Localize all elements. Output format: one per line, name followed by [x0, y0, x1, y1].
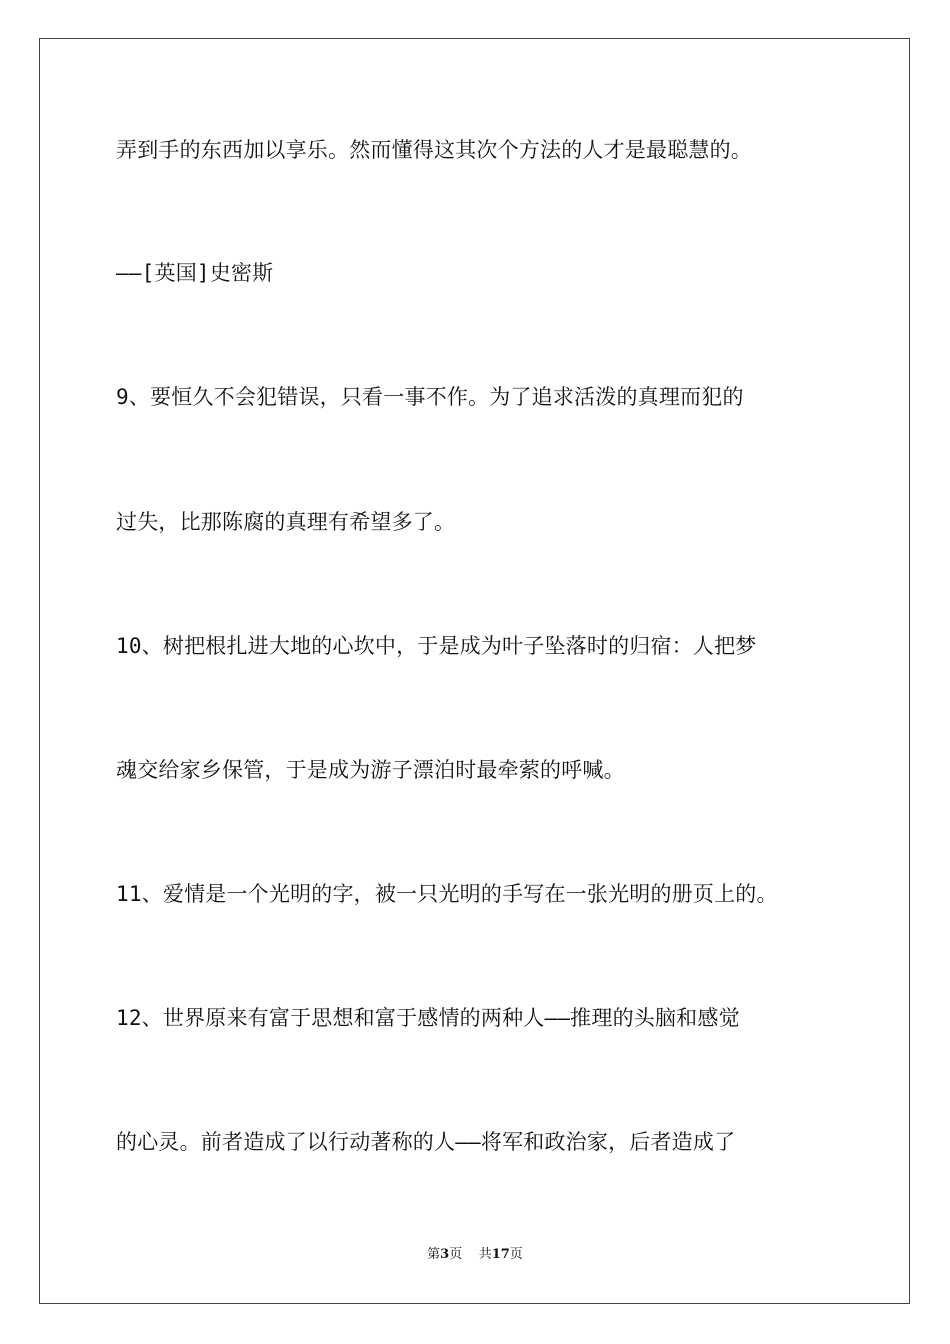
- footer-page-number: 3: [440, 1247, 450, 1262]
- text-line-8: 12、世界原来有富于思想和富于感情的两种人——推理的头脑和感觉: [116, 1006, 740, 1030]
- footer-total-suffix: 页: [509, 1247, 523, 1262]
- footer-page-prefix: 第: [427, 1247, 441, 1262]
- text-line-3: 9、要恒久不会犯错误，只看一事不作。为了追求活泼的真理而犯的: [116, 385, 744, 409]
- footer-page-suffix: 页: [449, 1247, 463, 1262]
- text-line-9: 的心灵。前者造成了以行动著称的人——将军和政治家，后者造成了: [116, 1130, 736, 1154]
- text-line-5: 10、树把根扎进大地的心坎中，于是成为叶子坠落时的归宿：人把梦: [116, 634, 757, 658]
- text-line-2: ——[英国]史密斯: [116, 261, 274, 285]
- text-line-4: 过失，比那陈腐的真理有希望多了。: [116, 510, 456, 534]
- text-line-7: 11、爱情是一个光明的字，被一只光明的手写在一张光明的册页上的。: [116, 882, 778, 906]
- footer-total-pages: 17: [491, 1247, 510, 1262]
- page-border: [39, 38, 910, 1304]
- text-line-6: 魂交给家乡保管，于是成为游子漂泊时最牵萦的呼喊。: [116, 758, 625, 782]
- page-footer: [0, 1246, 950, 1264]
- text-line-1: 弄到手的东西加以享乐。然而懂得这其次个方法的人才是最聪慧的。: [116, 138, 752, 162]
- footer-total-prefix: 共: [478, 1247, 492, 1262]
